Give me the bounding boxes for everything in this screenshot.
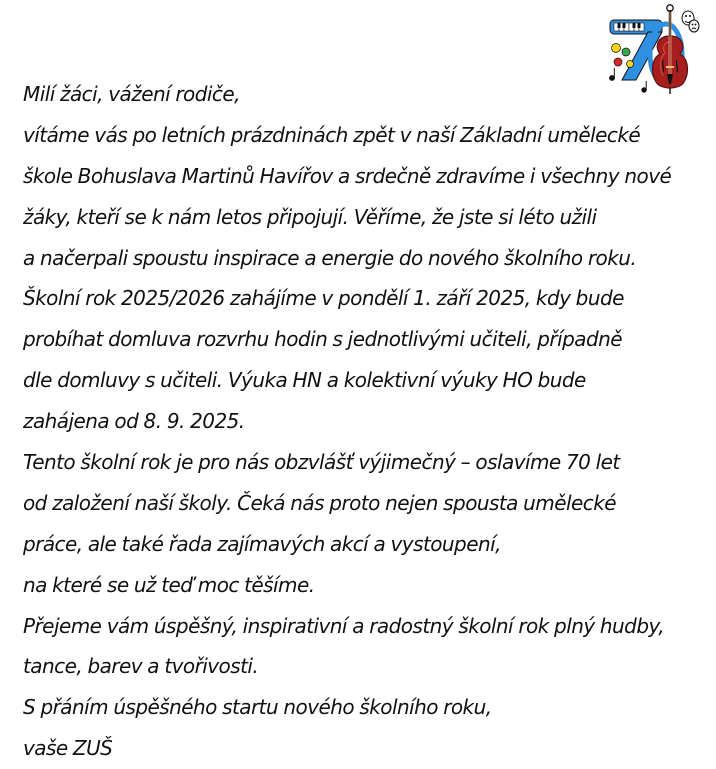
letter-line: Školní rok 2025/2026 zahájíme v pondělí 1. září 2025, kdy bude (23, 286, 624, 311)
letter-line: od založení naší školy. Čeká nás proto nejen spousta umělecké (23, 490, 616, 515)
letter-line: tance, barev a tvořivosti. (23, 654, 259, 679)
signature-line: vaše ZUŠ (23, 736, 113, 761)
letter-body (23, 74, 713, 769)
letter-line: vítáme vás po letních prázdninách zpět v naší Základní umělecké (23, 122, 641, 147)
letter-line: probíhat domluva rozvrhu hodin s jednotlivými učiteli, případně (23, 327, 622, 352)
letter-line: žáky, kteří se k nám letos připojují. Věříme, že jste si léto užili (23, 204, 597, 229)
letter-line: Přejeme vám úspěšný, inspirativní a radostný školní rok plný hudby, (23, 613, 665, 638)
letter-line: zahájena od 8. 9. 2025. (23, 409, 245, 434)
letter-line: Tento školní rok je pro nás obzvlášť výjimečný – oslavíme 70 let (23, 450, 620, 475)
letter-line: dle domluvy s učiteli. Výuka HN a kolektivní výuky HO bude (23, 368, 586, 393)
letter-line: na které se už teď moc těšíme. (23, 572, 315, 597)
letter-line: škole Bohuslava Martinů Havířov a srdečně zdravíme i všechny nové (23, 163, 672, 188)
letter-line: práce, ale také řada zajímavých akcí a vystoupení, (23, 531, 501, 556)
letter-line: a načerpali spoustu inspirace a energie do nového školního roku. (23, 245, 637, 270)
salutation-line: Milí žáci, vážení rodiče, (23, 82, 240, 106)
closing-line: S přáním úspěšného startu nového školního roku, (23, 695, 492, 720)
